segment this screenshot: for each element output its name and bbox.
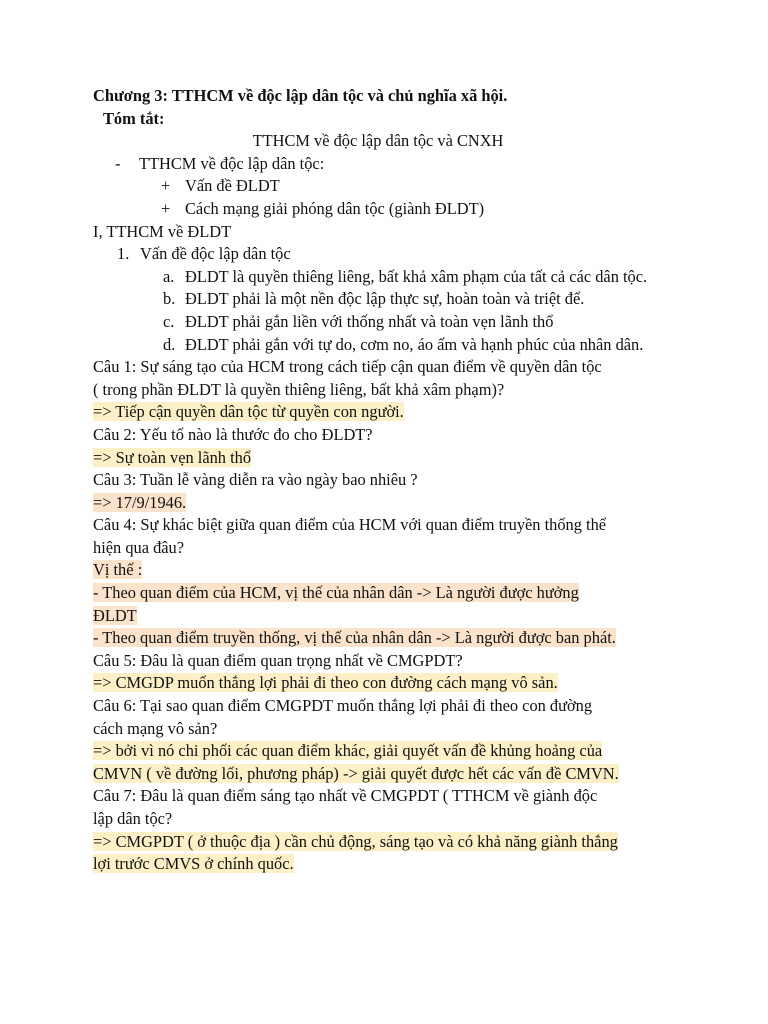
- question-1-cont: ( trong phần ĐLDT là quyền thiêng liêng, bất khả xâm phạm)?: [93, 379, 505, 399]
- alpha-list-item: [93, 266, 683, 289]
- question-6-cont: cách mạng vô sản?: [93, 718, 218, 738]
- question-5: Câu 5: Đâu là quan điểm quan trọng nhất về CMGPDT?: [93, 650, 463, 670]
- numbered-item-text: Vấn đề độc lập dân tộc: [140, 244, 291, 264]
- alpha-marker: b.: [163, 289, 176, 309]
- alpha-item-text: ĐLDT là quyền thiêng liêng, bất khả xâm phạm của tất cả các dân tộc.: [185, 266, 648, 286]
- question-2: Câu 2: Yếu tố nào là thước đo cho ĐLDT?: [93, 424, 373, 444]
- outline-dash-item: [93, 153, 683, 176]
- alpha-marker: d.: [163, 334, 176, 354]
- summary-heading: TTHCM về độc lập dân tộc và CNXH: [252, 131, 504, 151]
- numbered-item: [93, 243, 683, 266]
- question-3: Câu 3: Tuần lễ vàng diễn ra vào ngày bao nhiêu ?: [93, 470, 418, 490]
- question-6: Câu 6: Tại sao quan điểm CMGPDT muốn thắng lợi phải đi theo con đường: [93, 696, 593, 716]
- chapter-title: Chương 3: TTHCM về độc lập dân tộc và chủ nghĩa xã hội.: [93, 86, 508, 105]
- answer-3: => 17/9/1946.: [93, 492, 187, 512]
- plus-item-text: Cách mạng giải phóng dân tộc (giành ĐLDT): [185, 198, 485, 218]
- plus-item-text: Vấn đề ĐLDT: [185, 176, 280, 196]
- alpha-item-text: ĐLDT phải gắn với tự do, cơm no, áo ấm và hạnh phúc của nhân dân.: [185, 334, 644, 354]
- question-1: Câu 1: Sự sáng tạo của HCM trong cách tiếp cận quan điểm về quyền dân tộc: [93, 357, 602, 377]
- alpha-marker: a.: [163, 266, 175, 286]
- alpha-list-item: [93, 288, 683, 311]
- answer-1: => Tiếp cận quyền dân tộc từ quyền con người.: [93, 402, 404, 422]
- answer-7: => CMGPDT ( ở thuộc địa ) cần chủ động, sáng tạo và có khả năng giành thắng: [93, 831, 618, 851]
- alpha-item-text: ĐLDT phải là một nền độc lập thực sự, hoàn toàn và triệt để.: [185, 289, 585, 309]
- alpha-list-item: [93, 311, 683, 334]
- outline-plus-item: [93, 198, 683, 221]
- answer-4-label: Vị thế :: [93, 560, 143, 580]
- alpha-list-item: [93, 334, 683, 357]
- summary-label: Tóm tắt:: [103, 108, 165, 128]
- plus-marker: +: [161, 198, 171, 218]
- dash-marker: -: [115, 153, 121, 173]
- document-page: [93, 85, 683, 876]
- answer-4-point-1: - Theo quan điểm của HCM, vị thế của nhân dân -> Là người được hưởng: [93, 583, 579, 603]
- question-4-cont: hiện qua đâu?: [93, 537, 185, 557]
- outline-plus-item: [93, 175, 683, 198]
- answer-2: => Sự toàn vẹn lãnh thổ: [93, 447, 252, 467]
- number-marker: 1.: [117, 244, 130, 264]
- section-heading: I, TTHCM về ĐLDT: [93, 221, 232, 241]
- answer-5: => CMGDP muốn thắng lợi phải đi theo con đường cách mạng vô sản.: [93, 673, 558, 693]
- answer-4-point-1-cont: ĐLDT: [93, 605, 137, 625]
- answer-7-cont: lợi trước CMVS ở chính quốc.: [93, 854, 294, 874]
- alpha-item-text: ĐLDT phải gắn liền với thống nhất và toàn vẹn lãnh thổ: [185, 311, 554, 331]
- plus-marker: +: [161, 176, 171, 196]
- dash-item-text: TTHCM về độc lập dân tộc:: [139, 153, 325, 173]
- question-7: Câu 7: Đâu là quan điểm sáng tạo nhất về CMGPDT ( TTHCM về giành độc: [93, 786, 598, 806]
- question-4: Câu 4: Sự khác biệt giữa quan điểm của HCM với quan điểm truyền thống thể: [93, 515, 607, 535]
- answer-6: => bởi vì nó chi phối các quan điểm khác, giải quyết vấn đề khủng hoảng của: [93, 741, 603, 761]
- answer-4-point-2: - Theo quan điểm truyền thống, vị thế của nhân dân -> Là người được ban phát.: [93, 628, 616, 648]
- question-7-cont: lập dân tộc?: [93, 809, 173, 828]
- alpha-marker: c.: [163, 311, 175, 331]
- answer-6-cont: CMVN ( về đường lối, phương pháp) -> giải quyết được hết các vấn đề CMVN.: [93, 763, 619, 783]
